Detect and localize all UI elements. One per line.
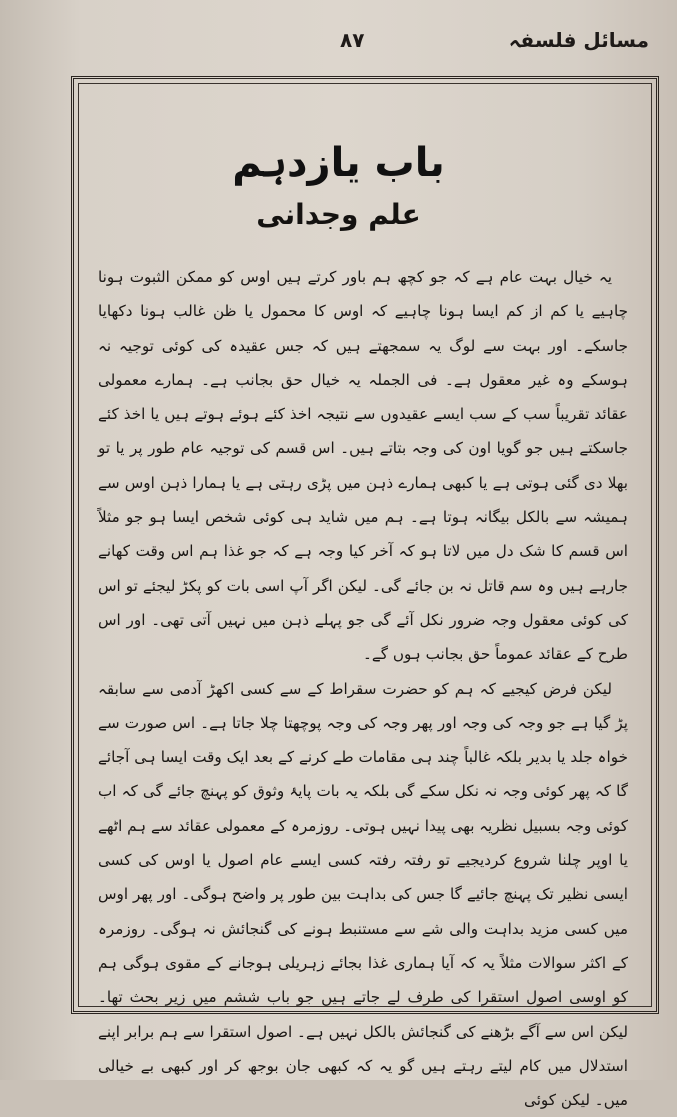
page-header: [60, 28, 649, 62]
chapter-title: باب یازدہم: [232, 140, 445, 186]
paragraph: یہ خیال بہت عام ہے کہ جو کچھ ہم باور کرتے ہیں اوس کو ممکن الثبوت ہونا چاہیے یا کم از کم ایسا ہونا چاہیے کہ اوس کا محمول یا ظن غالب ہونا دکھایا جاسکے۔ اور بہت سے لوگ یہ سمجھتے ہیں کہ جس عقیدہ کی کوئی توجیہ نہ ہوسکے وہ غیر معقول ہے۔ فی الجملہ یہ خیال حق بجانب ہے۔ ہمارے معمولی عقائد تقریباً سب کے سب ایسے عقیدوں سے نتیجہ اخذ کئے ہوئے ہوتے ہیں یا اخذ کئے جاسکتے ہیں جو گویا اون کی وجہ بتاتے ہیں۔ اس قسم کی توجیہ عام طور پر یا تو بھلا دی گئی ہوتی ہے یا کبھی ہمارے ذہن میں پڑی رہتی ہے یا ہمارا ذہن اوس سے ہمیشہ سے بالکل بیگانہ ہوتا ہے۔ ہم میں شاید ہی کوئی شخص ایسا ہو جو مثلاً اس قسم کا شک دل میں لاتا ہو کہ آخر کیا وجہ ہے کہ جو غذا ہم اس وقت کھانے جارہے ہیں وہ سم قاتل نہ بن جائے گی۔ لیکن اگر آپ اسی بات کو پکڑ لیجئے تو اس کی کوئی معقول وجہ ضرور نکل آئے گی جو پہلے ذہن میں نہیں آتی تھی۔ اور اس طرح کے عقائد عموماً حق بجانب ہوں گے۔: [98, 268, 628, 664]
body-text: [98, 260, 628, 1117]
page-number: ۸۷: [340, 28, 365, 52]
paragraph: لیکن فرض کیجیے کہ ہم کو حضرت سقراط کے سے کسی اکھڑ آدمی سے سابقہ پڑ گیا ہے جو وجہ کی وجہ اور پھر وجہ کی وجہ پوچھتا چلا جاتا ہے۔ اس صورت سے خواہ جلد یا بدیر بلکہ غالباً چند ہی مقامات طے کرنے کے بعد ایک وقت ایسا ہی آجائے گا کہ پھر کوئی وجہ نہ نکل سکے گی بلکہ یہ بات پایۂ وثوق کو پہنچ جائے گی کہ اب کوئی وجہ بسبیل نظریہ بھی پیدا نہیں ہوتی۔ روزمرہ کے معمولی عقائد سے ہم اٹھے یا اوپر چلنا شروع کردیجیے تو رفتہ رفتہ کسی ایسے عام اصول یا اوس کی کسی ایسی نظیر تک پہنچ جائیے گا جس کی بداہت بین طور پر واضح ہوگی۔ اور پھر اوس میں کسی مزید بداہت والی شے سے مستنبط ہونے کی گنجائش نہ ہوگی۔ روزمرہ کے اکثر سوالات مثلاً یہ کہ آیا ہماری غذا بجائے زہریلی ہوجانے کے مقوی ہوگی ہم کو اوسی اصول استقرا کی طرف لے جاتے ہیں جو باب ششم میں زیر بحث تھا۔ لیکن اس سے آگے بڑھنے کی گنجائش بالکل نہیں ہے۔ اصول استقرا سے ہم برابر اپنے استدلال میں کام لیتے رہتے ہیں گو یہ کہ کبھی جان بوجھ کر اور کبھی بے خیالی میں۔ لیکن کوئی: [98, 679, 628, 1110]
running-title: مسائل فلسفہ: [508, 28, 649, 52]
chapter-subtitle: علم وجدانی: [256, 198, 421, 231]
